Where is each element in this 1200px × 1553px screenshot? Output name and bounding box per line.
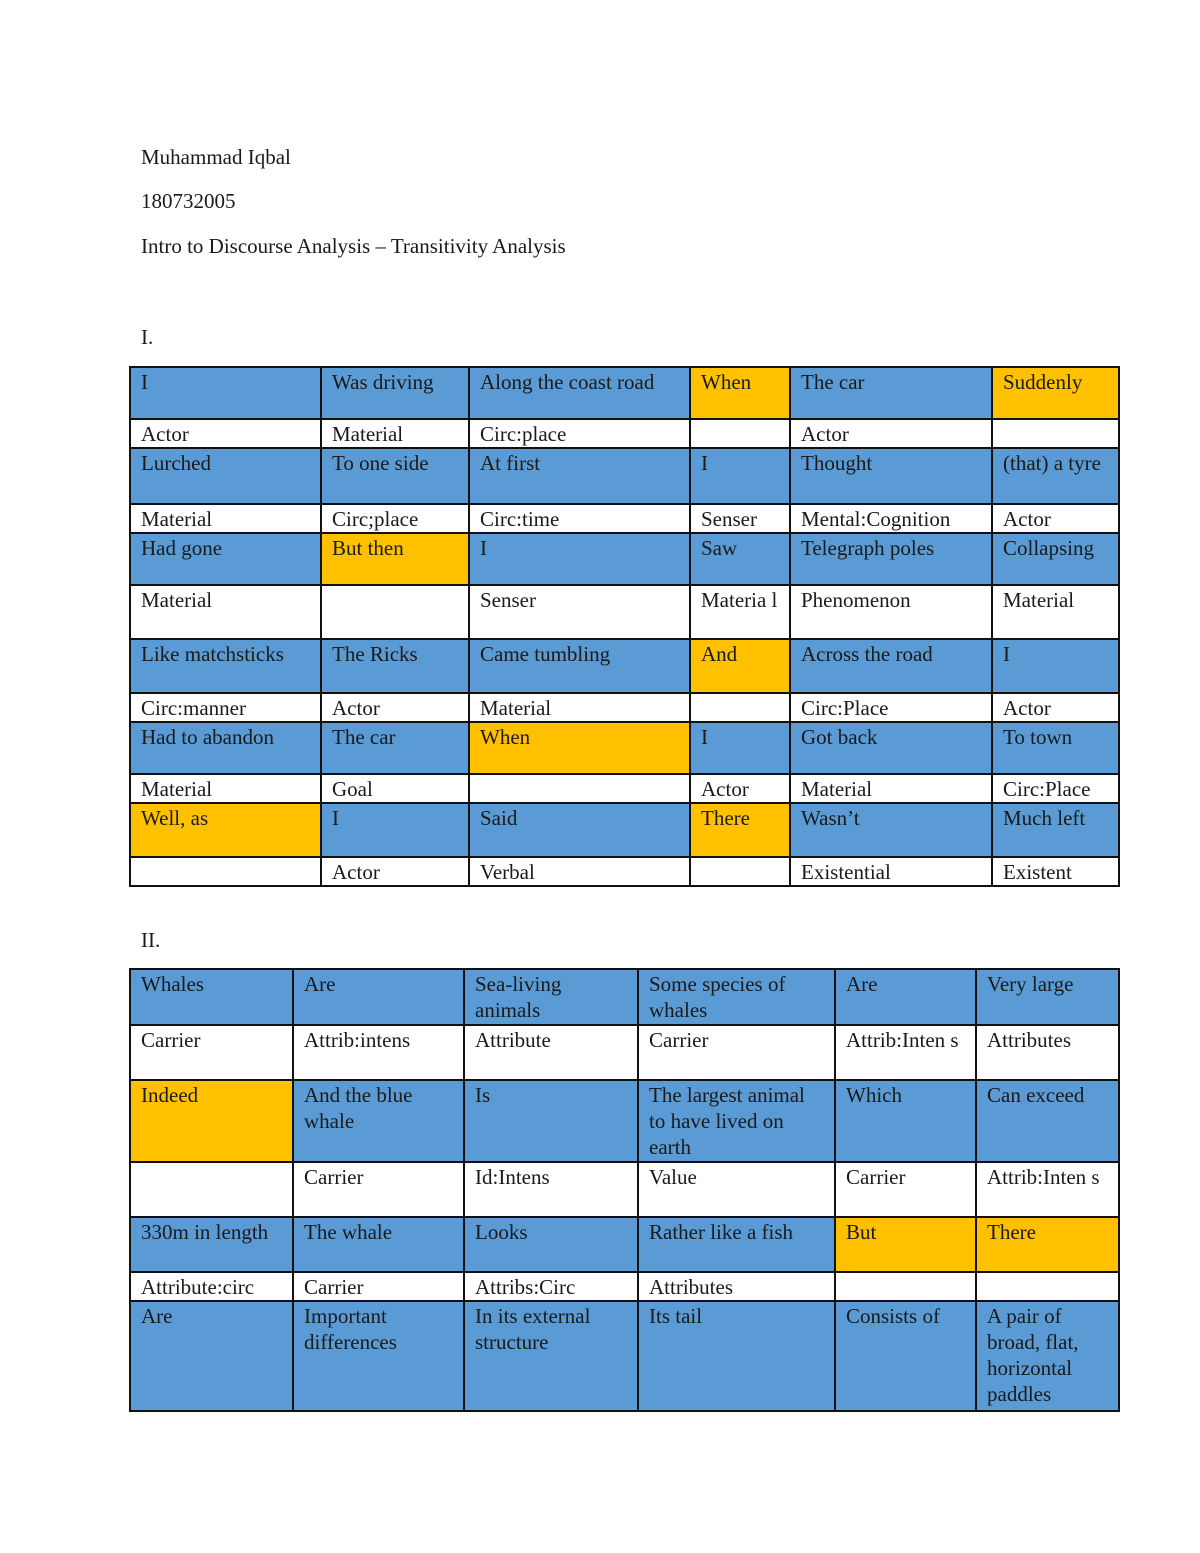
table-cell: Actor — [130, 419, 321, 448]
table-cell: Material — [992, 585, 1119, 639]
table-row — [130, 504, 1119, 533]
table-cell: To town — [992, 722, 1119, 774]
table-cell: Across the road — [790, 639, 992, 693]
table-row — [130, 722, 1119, 774]
table-cell — [992, 419, 1119, 448]
table-cell: Carrier — [293, 1272, 464, 1301]
table-cell: Actor — [992, 504, 1119, 533]
table-cell: I — [130, 367, 321, 419]
table-cell: Value — [638, 1162, 835, 1217]
section-heading-2: II. — [141, 928, 161, 952]
table-cell: Actor — [790, 419, 992, 448]
table-cell: Came tumbling — [469, 639, 690, 693]
table-cell: Material — [321, 419, 469, 448]
table-cell — [321, 585, 469, 639]
table-cell: Collapsing — [992, 533, 1119, 585]
table-cell: Circ;place — [321, 504, 469, 533]
table-cell: Attribute — [464, 1025, 638, 1080]
table-cell: Lurched — [130, 448, 321, 504]
table-cell: Verbal — [469, 857, 690, 886]
table-cell: Rather like a fish — [638, 1217, 835, 1272]
table-row — [130, 533, 1119, 585]
table-cell: Attributes — [638, 1272, 835, 1301]
table-cell: Wasn’t — [790, 803, 992, 857]
table-cell: The Ricks — [321, 639, 469, 693]
table-cell: Is — [464, 1080, 638, 1162]
table-cell: Was driving — [321, 367, 469, 419]
table-row — [130, 1162, 1119, 1217]
table-cell: Had gone — [130, 533, 321, 585]
table-cell: Material — [130, 585, 321, 639]
table-cell: Senser — [690, 504, 790, 533]
table-row — [130, 969, 1119, 1025]
table-cell: Said — [469, 803, 690, 857]
table-cell: Id:Intens — [464, 1162, 638, 1217]
table-cell — [976, 1272, 1119, 1301]
table-row — [130, 803, 1119, 857]
table-cell: Looks — [464, 1217, 638, 1272]
table-cell: Had to abandon — [130, 722, 321, 774]
table-cell: Very large — [976, 969, 1119, 1025]
table-cell: Material — [130, 774, 321, 803]
table-cell: At first — [469, 448, 690, 504]
table-cell: Senser — [469, 585, 690, 639]
table-cell: The largest animal to have lived on earth — [638, 1080, 835, 1162]
table-cell: Whales — [130, 969, 293, 1025]
table-cell: Material — [469, 693, 690, 722]
table-cell: I — [992, 639, 1119, 693]
table-cell: I — [690, 722, 790, 774]
table-cell: A pair of broad, flat, horizontal paddles — [976, 1301, 1119, 1411]
table-cell: Materia l — [690, 585, 790, 639]
table-cell: To one side — [321, 448, 469, 504]
table-row — [130, 419, 1119, 448]
section-heading-1: I. — [141, 325, 154, 349]
table-row — [130, 1301, 1119, 1411]
table-cell: Circ:place — [469, 419, 690, 448]
table-cell: Actor — [321, 857, 469, 886]
table-row — [130, 639, 1119, 693]
table-cell: But then — [321, 533, 469, 585]
table-cell: Sea-living animals — [464, 969, 638, 1025]
table-cell: Carrier — [638, 1025, 835, 1080]
table-cell: Saw — [690, 533, 790, 585]
table-row — [130, 1080, 1119, 1162]
table-cell: And — [690, 639, 790, 693]
table-cell: Are — [293, 969, 464, 1025]
table-cell: Actor — [690, 774, 790, 803]
table-cell: Existential — [790, 857, 992, 886]
table-cell: Carrier — [130, 1025, 293, 1080]
table-row — [130, 693, 1119, 722]
table-row — [130, 448, 1119, 504]
student-id: 180732005 — [141, 189, 236, 213]
table-cell: Actor — [992, 693, 1119, 722]
table-cell: I — [321, 803, 469, 857]
table-cell: Attrib:Inten s — [835, 1025, 976, 1080]
table-row — [130, 1272, 1119, 1301]
table-cell: When — [690, 367, 790, 419]
table-cell: Some species of whales — [638, 969, 835, 1025]
table-cell: Consists of — [835, 1301, 976, 1411]
table-cell: Attribute:circ — [130, 1272, 293, 1301]
table-row — [130, 1217, 1119, 1272]
table-cell — [690, 419, 790, 448]
table-cell: Suddenly — [992, 367, 1119, 419]
table-cell: Phenomenon — [790, 585, 992, 639]
table-cell: There — [690, 803, 790, 857]
table-cell: The whale — [293, 1217, 464, 1272]
table-cell: Indeed — [130, 1080, 293, 1162]
table-cell: Carrier — [835, 1162, 976, 1217]
table-cell: Material — [130, 504, 321, 533]
table-cell: In its external structure — [464, 1301, 638, 1411]
table-cell: Well, as — [130, 803, 321, 857]
table-cell: Circ:Place — [790, 693, 992, 722]
table-cell: Mental:Cognition — [790, 504, 992, 533]
transitivity-table-2 — [129, 968, 1120, 1412]
table-cell — [690, 857, 790, 886]
table-cell: I — [690, 448, 790, 504]
table-row — [130, 857, 1119, 886]
table-cell — [690, 693, 790, 722]
table-cell: But — [835, 1217, 976, 1272]
table-cell: Attribs:Circ — [464, 1272, 638, 1301]
transitivity-table-1 — [129, 366, 1120, 887]
table-cell: Are — [130, 1301, 293, 1411]
table-cell: Which — [835, 1080, 976, 1162]
table-cell: Material — [790, 774, 992, 803]
table-cell: Goal — [321, 774, 469, 803]
table-cell — [130, 857, 321, 886]
table-cell: Existent — [992, 857, 1119, 886]
table-cell: The car — [790, 367, 992, 419]
table-cell: Circ:time — [469, 504, 690, 533]
table-cell: Thought — [790, 448, 992, 504]
table-row — [130, 585, 1119, 639]
table-cell: Along the coast road — [469, 367, 690, 419]
table-cell: Circ:Place — [992, 774, 1119, 803]
table-cell: Like matchsticks — [130, 639, 321, 693]
table-cell: Carrier — [293, 1162, 464, 1217]
table-cell: Its tail — [638, 1301, 835, 1411]
table-cell: 330m in length — [130, 1217, 293, 1272]
table-cell: Attrib:Inten s — [976, 1162, 1119, 1217]
table-cell: There — [976, 1217, 1119, 1272]
table-cell: Much left — [992, 803, 1119, 857]
table-row — [130, 1025, 1119, 1080]
table-cell: Circ:manner — [130, 693, 321, 722]
table-cell: The car — [321, 722, 469, 774]
course-title: Intro to Discourse Analysis – Transitivity Analysis — [141, 234, 566, 258]
author-name: Muhammad Iqbal — [141, 145, 291, 169]
table-cell: Actor — [321, 693, 469, 722]
table-cell: Got back — [790, 722, 992, 774]
table-cell: Can exceed — [976, 1080, 1119, 1162]
table-cell — [469, 774, 690, 803]
table-row — [130, 367, 1119, 419]
table-cell: And the blue whale — [293, 1080, 464, 1162]
table-cell: Attributes — [976, 1025, 1119, 1080]
table-cell: Are — [835, 969, 976, 1025]
table-cell — [835, 1272, 976, 1301]
table-cell: I — [469, 533, 690, 585]
table-cell: Telegraph poles — [790, 533, 992, 585]
table-cell — [130, 1162, 293, 1217]
table-cell: Important differences — [293, 1301, 464, 1411]
table-cell: Attrib:intens — [293, 1025, 464, 1080]
table-row — [130, 774, 1119, 803]
table-cell: When — [469, 722, 690, 774]
table-cell: (that) a tyre — [992, 448, 1119, 504]
